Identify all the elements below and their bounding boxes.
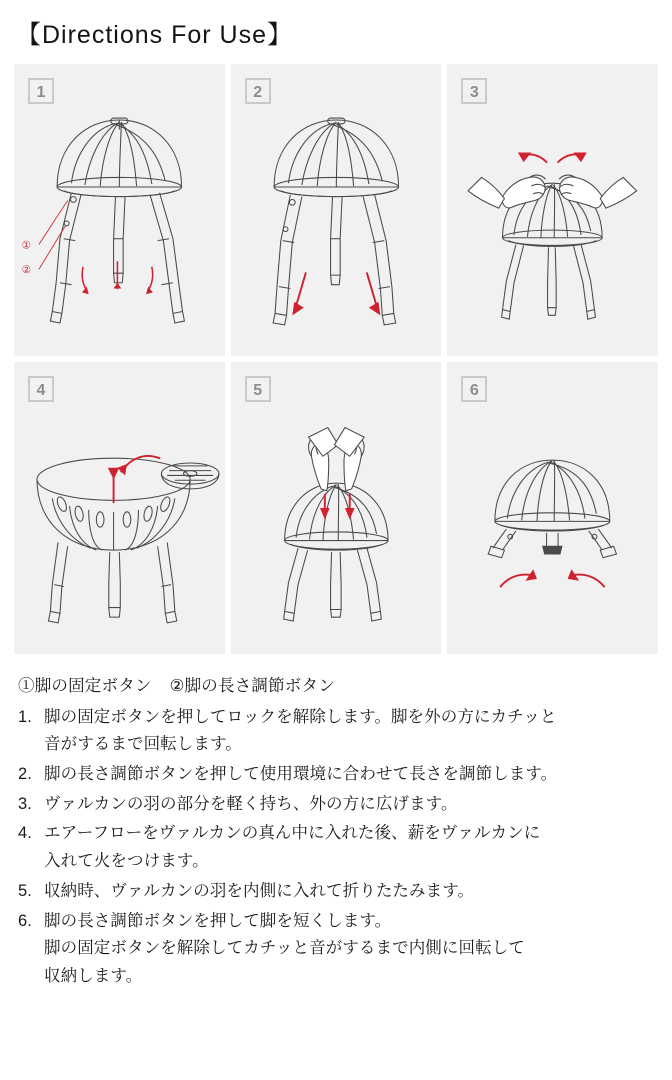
step-figure-2	[231, 64, 442, 356]
figure-number-5: 5	[245, 376, 271, 402]
list-item	[18, 791, 658, 819]
step-figure-5	[231, 362, 442, 654]
list-item	[18, 908, 658, 991]
figure-3-artwork	[447, 64, 658, 356]
step-figure-6	[447, 362, 658, 654]
step-line-cont-2: 収納します。	[44, 966, 143, 985]
figure-number-4: 4	[28, 376, 54, 402]
step-text: ヴァルカンの羽の部分を軽く持ち、外の方に広げます。	[44, 794, 458, 813]
figure-grid	[14, 64, 658, 654]
step-line-cont: 音がするまで回転します。	[44, 735, 242, 754]
figure-1-artwork	[14, 64, 225, 356]
list-item	[18, 761, 658, 789]
callout-2: ②	[21, 263, 32, 276]
step-figure-4	[14, 362, 225, 654]
figure-number-1: 1	[28, 78, 54, 104]
step-marker: 2.	[18, 764, 32, 783]
callout-legend	[14, 672, 658, 696]
step-marker: 1.	[18, 707, 32, 726]
figure-2-artwork	[231, 64, 442, 356]
step-text	[44, 704, 658, 759]
list-item	[18, 704, 658, 759]
legend-item-2: ②脚の長さ調節ボタン	[169, 676, 335, 695]
list-item	[18, 820, 658, 875]
figure-number-2: 2	[245, 78, 271, 104]
step-line: 脚の長さ調節ボタンを押して脚を短くします。	[44, 911, 392, 930]
step-figure-3	[447, 64, 658, 356]
page-title: 【Directions For Use】	[16, 21, 293, 49]
legend-item-1: ①脚の固定ボタン	[18, 676, 152, 695]
steps-list	[14, 704, 658, 991]
step-text	[44, 820, 658, 875]
figure-5-artwork	[231, 362, 442, 654]
step-marker: 3.	[18, 794, 32, 813]
step-marker: 5.	[18, 881, 32, 900]
step-text: 脚の長さ調節ボタンを押して使用環境に合わせて長さを調節します。	[44, 764, 558, 783]
step-marker: 6.	[18, 911, 32, 930]
step-marker: 4.	[18, 824, 32, 843]
step-line-cont: 脚の固定ボタンを解除してカチッと音がするまで内側に回転して	[44, 939, 525, 958]
step-text: 収納時、ヴァルカンの羽を内側に入れて折りたたみます。	[44, 881, 475, 900]
step-line: エアーフローをヴァルカンの真ん中に入れた後、薪をヴァルカンに	[44, 824, 541, 843]
figure-4-artwork	[14, 362, 225, 654]
callout-1: ①	[21, 238, 32, 251]
step-figure-1	[14, 64, 225, 356]
step-text	[44, 908, 658, 991]
figure-6-artwork	[447, 362, 658, 654]
figure-number-6: 6	[461, 376, 487, 402]
step-line-cont: 入れて火をつけます。	[44, 852, 209, 871]
list-item	[18, 878, 658, 906]
step-line: 脚の固定ボタンを押してロックを解除します。脚を外の方にカチッと	[44, 707, 557, 726]
figure-number-3: 3	[461, 78, 487, 104]
